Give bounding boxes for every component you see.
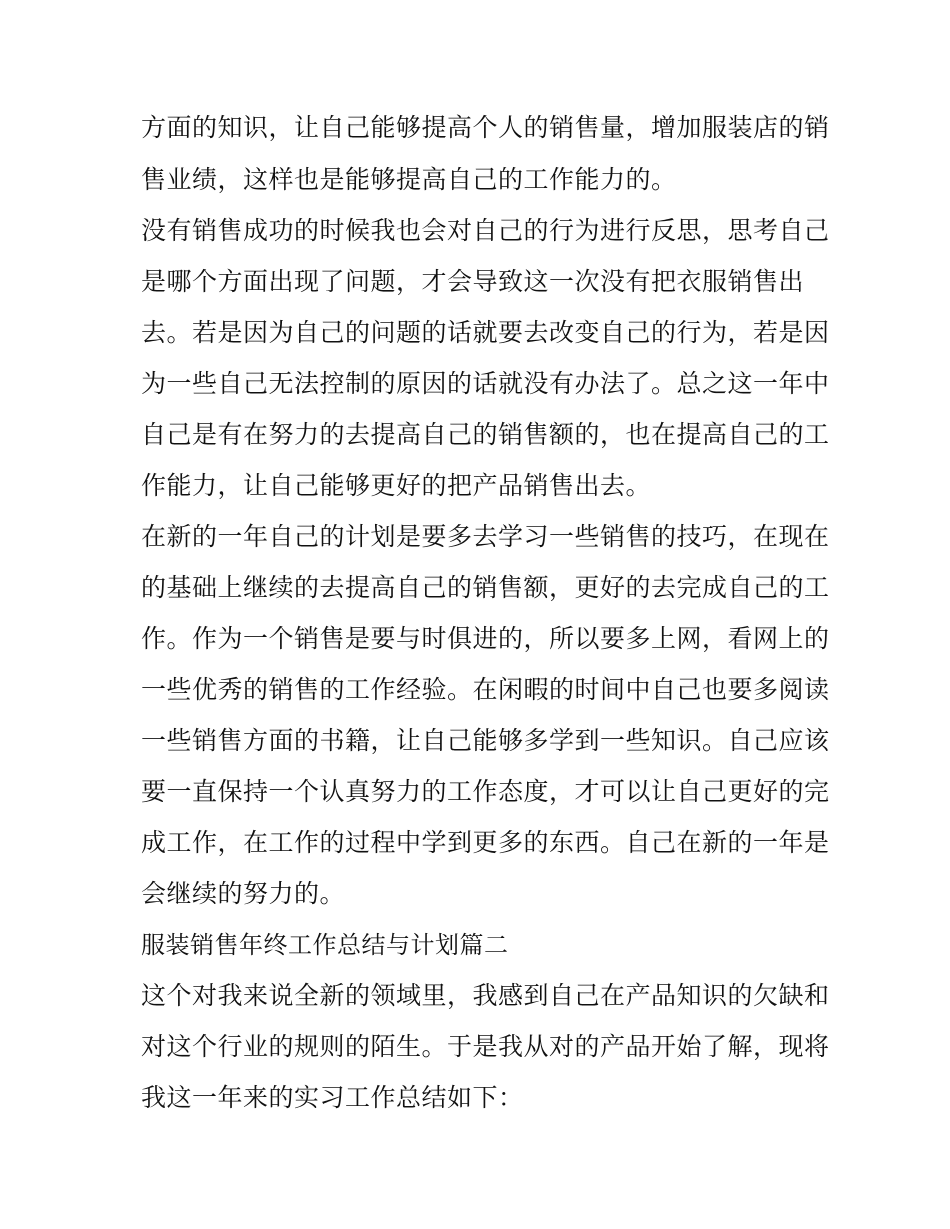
paragraph-3-line-4: 一些优秀的销售的工作经验。在闲暇的时间中自己也要多阅读 — [141, 675, 830, 704]
paragraph-3-line-6: 要一直保持一个认真努力的工作态度，才可以让自己更好的完 — [141, 777, 830, 806]
paragraph-3-line-5: 一些销售方面的书籍，让自己能够多学到一些知识。自己应该 — [141, 726, 830, 755]
paragraph-4-line-2: 对这个行业的规则的陌生。于是我从对的产品开始了解，现将 — [141, 1032, 830, 1061]
paragraph-2-line-1: 没有销售成功的时候我也会对自己的行为进行反思，思考自己 — [141, 216, 830, 245]
section-heading: 服装销售年终工作总结与计划篇二 — [141, 931, 509, 959]
paragraph-3-line-2: 的基础上继续的去提高自己的销售额，更好的去完成自己的工 — [141, 573, 830, 602]
paragraph-3-line-3: 作。作为一个销售是要与时俱进的，所以要多上网，看网上的 — [141, 624, 830, 653]
paragraph-3-line-8: 会继续的努力的。 — [141, 879, 346, 908]
paragraph-3-line-7: 成工作，在工作的过程中学到更多的东西。自己在新的一年是 — [141, 828, 830, 857]
paragraph-3-line-1: 在新的一年自己的计划是要多去学习一些销售的技巧，在现在 — [141, 522, 830, 551]
paragraph-2-line-2: 是哪个方面出现了问题，才会导致这一次没有把衣服销售出 — [141, 267, 805, 296]
paragraph-2-line-6: 作能力，让自己能够更好的把产品销售出去。 — [141, 471, 652, 500]
paragraph-2-line-4: 为一些自己无法控制的原因的话就没有办法了。总之这一年中 — [141, 369, 830, 398]
paragraph-2-line-3: 去。若是因为自己的问题的话就要去改变自己的行为，若是因 — [141, 318, 830, 347]
paragraph-4-line-1: 这个对我来说全新的领域里，我感到自己在产品知识的欠缺和 — [141, 981, 830, 1010]
paragraph-1-line-2: 售业绩，这样也是能够提高自己的工作能力的。 — [141, 165, 677, 194]
paragraph-4-line-3: 我这一年来的实习工作总结如下： — [141, 1083, 524, 1112]
paragraph-2-line-5: 自己是有在努力的去提高自己的销售额的，也在提高自己的工 — [141, 420, 830, 449]
paragraph-1-line-1: 方面的知识，让自己能够提高个人的销售量，增加服装店的销 — [141, 113, 830, 142]
